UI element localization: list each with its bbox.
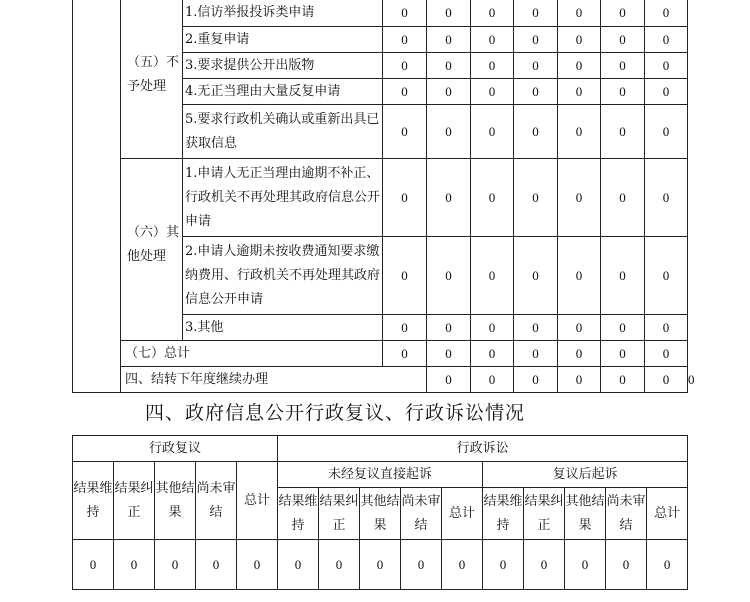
row-label: 4.无正当理由大量反复申请 — [183, 79, 383, 105]
value-cell: 0 — [427, 237, 471, 315]
col-total: 总计 — [442, 488, 483, 540]
value-cell: 0 — [645, 0, 688, 27]
value-cell: 0 — [442, 540, 483, 590]
group-label-other-processing: （六）其他处理 — [121, 159, 183, 341]
value-cell: 0 — [278, 540, 319, 590]
col-total: 总计 — [237, 462, 278, 540]
row-label: 1.信访举报投诉类申请 — [183, 0, 383, 27]
value-cell: 0 — [558, 237, 601, 315]
value-cell: 0 — [601, 367, 645, 393]
value-cell: 0 — [383, 237, 427, 315]
value-cell: 0 — [155, 540, 196, 590]
header-after-review-suit: 复议后起诉 — [483, 462, 688, 488]
value-cell: 0 — [645, 367, 688, 393]
value-cell: 0 — [401, 540, 442, 590]
value-cell: 0 — [647, 540, 688, 590]
value-cell: 0 — [427, 159, 471, 237]
value-cell: 0 — [383, 341, 427, 367]
value-cell: 0 — [601, 237, 645, 315]
value-cell: 0 — [601, 315, 645, 341]
value-cell: 0 — [645, 341, 688, 367]
value-cell: 0 — [73, 540, 114, 590]
value-cell: 0 — [471, 159, 514, 237]
row-label: 5.要求行政机关确认或重新出具已获取信息 — [183, 105, 383, 159]
value-cell: 0 — [601, 0, 645, 27]
col-upheld: 结果维持 — [73, 462, 114, 540]
value-cell: 0 — [601, 341, 645, 367]
value-cell: 0 — [427, 0, 471, 27]
value-cell: 0 — [645, 315, 688, 341]
value-cell: 0 — [427, 53, 471, 79]
value-cell: 0 — [645, 79, 688, 105]
table-row-carry-over: 四、结转下年度继续办理 0 0 0 0 0 0 0 — [73, 367, 688, 393]
row-label: 3.其他 — [183, 315, 383, 341]
value-cell: 0 — [558, 367, 601, 393]
value-cell: 0 — [645, 237, 688, 315]
value-cell: 0 — [514, 159, 558, 237]
row-label: 3.要求提供公开出版物 — [183, 53, 383, 79]
value-cell: 0 — [319, 540, 360, 590]
value-cell: 0 — [601, 79, 645, 105]
value-cell: 0 — [383, 0, 427, 27]
table-row — [73, 540, 688, 590]
value-cell: 0 — [483, 540, 524, 590]
value-cell: 0 — [558, 315, 601, 341]
value-cell: 0 — [514, 79, 558, 105]
value-cell: 0 — [471, 237, 514, 315]
value-cell: 0 — [514, 367, 558, 393]
value-cell: 0 — [514, 315, 558, 341]
col-corrected: 结果纠正 — [114, 462, 155, 540]
group-label-no-processing: （五）不予处理 — [121, 0, 183, 159]
value-cell: 0 — [514, 27, 558, 53]
value-cell: 0 — [383, 79, 427, 105]
col-total: 总计 — [647, 488, 688, 540]
value-cell: 0 — [427, 105, 471, 159]
value-cell: 0 — [514, 0, 558, 27]
col-upheld: 结果维持 — [483, 488, 524, 540]
col-other: 其他结果 — [565, 488, 606, 540]
value-cell: 0 — [645, 105, 688, 159]
value-cell: 0 — [645, 159, 688, 237]
value-cell: 0 — [558, 105, 601, 159]
value-cell: 0 — [606, 540, 647, 590]
col-other: 其他结果 — [155, 462, 196, 540]
value-cell: 0 — [471, 53, 514, 79]
value-cell: 0 — [558, 0, 601, 27]
row-label: 四、结转下年度继续办理 — [121, 367, 427, 393]
value-cell: 0 — [558, 27, 601, 53]
col-corrected: 结果纠正 — [319, 488, 360, 540]
col-other: 其他结果 — [360, 488, 401, 540]
header-row — [73, 436, 688, 462]
value-cell: 0 — [645, 53, 688, 79]
value-cell: 0 — [383, 105, 427, 159]
value-cell: 0 — [514, 105, 558, 159]
header-direct-suit: 未经复议直接起诉 — [278, 462, 483, 488]
header-admin-review: 行政复议 — [73, 436, 278, 462]
value-cell: 0 — [524, 540, 565, 590]
row-label: （七）总计 — [121, 341, 383, 367]
value-cell: 0 — [383, 53, 427, 79]
value-cell: 0 — [565, 540, 606, 590]
left-margin-cell — [73, 0, 121, 393]
value-cell: 0 — [601, 27, 645, 53]
value-cell: 0 — [427, 341, 471, 367]
value-cell: 0 — [114, 540, 155, 590]
value-cell: 0 — [196, 540, 237, 590]
value-cell: 0 — [558, 159, 601, 237]
value-cell: 0 — [360, 540, 401, 590]
col-upheld: 结果维持 — [278, 488, 319, 540]
value-cell: 0 — [383, 27, 427, 53]
row-label: 1.申请人无正当理由逾期不补正、行政机关不再处理其政府信息公开申请 — [183, 159, 383, 237]
value-cell: 0 — [471, 0, 514, 27]
value-cell: 0 — [427, 27, 471, 53]
value-cell: 0 — [471, 341, 514, 367]
table-row-total — [73, 341, 688, 367]
value-cell: 0 — [601, 105, 645, 159]
value-cell: 0 — [471, 315, 514, 341]
value-cell: 0 — [383, 315, 427, 341]
value-cell: 0 — [514, 53, 558, 79]
value-cell: 0 — [601, 159, 645, 237]
header-admin-litigation: 行政诉讼 — [278, 436, 688, 462]
col-pending: 尚未审结 — [401, 488, 442, 540]
value-cell: 0 — [427, 79, 471, 105]
section-title: 四、政府信息公开行政复议、行政诉讼情况 — [145, 402, 526, 424]
value-cell: 0 — [558, 79, 601, 105]
value-cell: 0 — [558, 341, 601, 367]
value-cell: 0 — [558, 53, 601, 79]
header-row — [73, 462, 688, 488]
row-label: 2.重复申请 — [183, 27, 383, 53]
value-cell: 0 — [383, 159, 427, 237]
value-cell: 0 — [645, 27, 688, 53]
value-cell: 0 — [471, 367, 514, 393]
col-pending: 尚未审结 — [606, 488, 647, 540]
row-label: 2.申请人逾期未按收费通知要求缴纳费用、行政机关不再处理其政府信息公开申请 — [183, 237, 383, 315]
col-pending: 尚未审结 — [196, 462, 237, 540]
table-row — [73, 0, 688, 27]
value-cell: 0 — [427, 367, 471, 393]
application-handling-table — [72, 0, 695, 393]
value-cell: 0 — [601, 53, 645, 79]
value-cell: 0 — [514, 237, 558, 315]
table-row — [73, 159, 688, 237]
value-cell: 0 — [514, 341, 558, 367]
value-cell: 0 — [471, 79, 514, 105]
value-cell: 0 — [427, 315, 471, 341]
value-cell: 0 — [471, 27, 514, 53]
value-cell: 0 — [471, 105, 514, 159]
value-cell: 0 — [237, 540, 278, 590]
review-litigation-table — [72, 435, 688, 590]
col-corrected: 结果纠正 — [524, 488, 565, 540]
